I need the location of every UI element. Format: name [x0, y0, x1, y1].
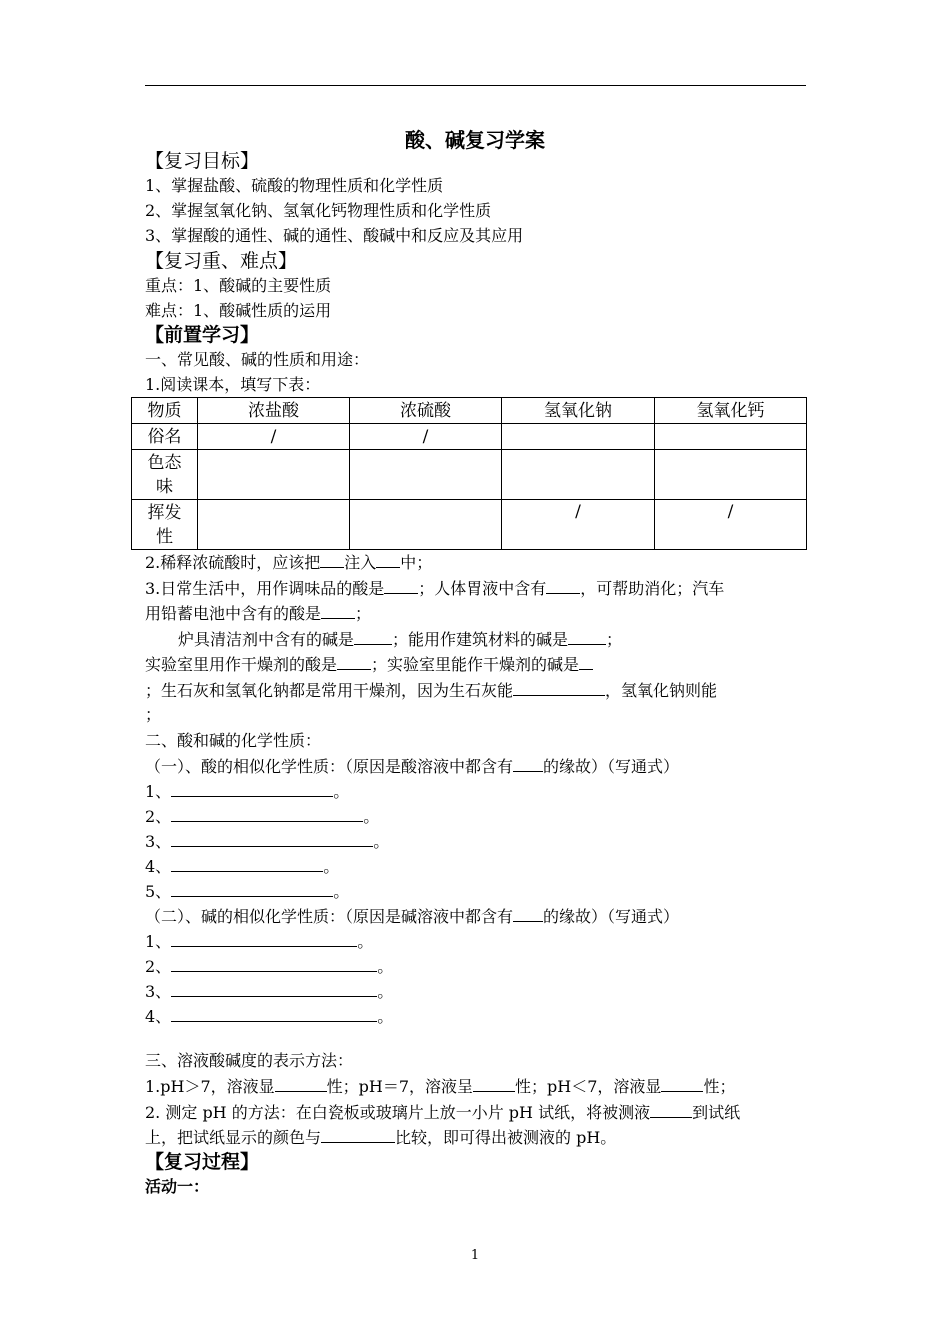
text: 。	[357, 932, 374, 951]
fill-blank[interactable]	[579, 652, 593, 670]
text: ；人体胃液中含有	[418, 579, 547, 598]
text: 。	[377, 1007, 394, 1026]
text: 3、	[145, 982, 172, 1001]
fill-blank[interactable]	[376, 550, 400, 568]
fill-blank[interactable]	[650, 1100, 692, 1118]
question-3-line-2	[145, 601, 810, 626]
text: 的缘故）（写通式）	[543, 757, 680, 776]
ph-values-line	[145, 1074, 810, 1099]
text: 2.稀释浓硫酸时，应该把	[145, 553, 321, 572]
text: 。	[373, 832, 390, 851]
base-item	[145, 1004, 810, 1029]
text: 2、	[145, 957, 172, 976]
header-cell: 物质	[132, 398, 198, 424]
row-label-part: 味	[156, 476, 173, 497]
acid-item	[145, 854, 810, 879]
goal-1: 1、掌握盐酸、硫酸的物理性质和化学性质	[145, 176, 444, 195]
base-item	[145, 954, 810, 979]
fill-blank[interactable]	[171, 779, 333, 797]
table-intro: 1.阅读课本，填写下表：	[145, 375, 321, 394]
fill-blank[interactable]	[513, 904, 543, 922]
text: 性；	[703, 1077, 736, 1096]
text: （二）、碱的相似化学性质：（原因是碱溶液中都含有	[145, 907, 514, 926]
blank-cell	[502, 424, 655, 450]
text: 3、	[145, 832, 172, 851]
acid-item	[145, 779, 810, 804]
question-3-line-3	[145, 627, 843, 652]
text: 2、	[145, 807, 172, 826]
text: 1、	[145, 932, 172, 951]
question-3-line-5	[145, 678, 810, 703]
fill-blank[interactable]	[337, 652, 371, 670]
section-3-heading: 三、溶液酸碱度的表示方法：	[145, 1051, 354, 1070]
header-cell: 氢氧化钠	[502, 398, 655, 424]
text: 用铅蓄电池中含有的酸是	[145, 604, 322, 623]
fill-blank[interactable]	[171, 1004, 377, 1022]
blank-cell	[350, 450, 502, 500]
fill-blank[interactable]	[171, 879, 333, 897]
fill-blank[interactable]	[171, 929, 357, 947]
ph-method-line-1	[145, 1100, 810, 1125]
page-number: 1	[470, 1248, 480, 1263]
slash-mark: /	[350, 424, 502, 450]
goal-heading: 【复习目标】	[145, 150, 260, 172]
slash-mark: /	[655, 500, 807, 550]
fill-blank[interactable]	[513, 754, 543, 772]
section-1-heading: 一、常见酸、碱的性质和用途：	[145, 350, 370, 369]
acid-item	[145, 804, 810, 829]
fill-blank[interactable]	[568, 627, 606, 645]
fill-blank[interactable]	[546, 576, 580, 594]
acid-item	[145, 829, 810, 854]
text: 。	[363, 807, 380, 826]
fill-blank[interactable]	[321, 601, 355, 619]
table-row	[132, 450, 807, 500]
blank-cell	[502, 450, 655, 500]
text: ；	[355, 604, 372, 623]
text: 的缘故）（写通式）	[543, 907, 680, 926]
blank-cell	[655, 450, 807, 500]
text: 4、	[145, 857, 172, 876]
row-label-part: 性	[156, 526, 173, 547]
activity-1-label: 活动一：	[145, 1177, 210, 1196]
fill-blank[interactable]	[384, 576, 418, 594]
fill-blank[interactable]	[320, 550, 344, 568]
question-2	[145, 550, 810, 575]
fill-blank[interactable]	[513, 678, 605, 696]
text: ；	[606, 630, 623, 649]
question-3-line-1	[145, 576, 810, 601]
difficult-point: 难点：1、酸碱性质的运用	[145, 301, 332, 320]
text: ，氢氧化钠则能	[605, 681, 718, 700]
fill-blank[interactable]	[275, 1074, 327, 1092]
text: 4、	[145, 1007, 172, 1026]
fill-blank[interactable]	[321, 1125, 395, 1143]
key-point: 重点：1、酸碱的主要性质	[145, 276, 332, 295]
pre-heading: 【前置学习】	[145, 324, 260, 346]
fill-blank[interactable]	[354, 627, 392, 645]
blank-cell	[198, 500, 350, 550]
fill-blank[interactable]	[473, 1074, 515, 1092]
acid-item	[145, 879, 810, 904]
ph-method-line-2	[145, 1125, 810, 1150]
properties-table	[131, 397, 807, 550]
row-label	[132, 450, 198, 500]
text: 。	[377, 957, 394, 976]
fill-blank[interactable]	[661, 1074, 703, 1092]
text: ；生石灰和氢氧化钠都是常用干燥剂，因为生石灰能	[145, 681, 514, 700]
text: ，可帮助消化；汽车	[580, 579, 725, 598]
text: 到试纸	[692, 1103, 741, 1122]
row-label-part: 色态	[147, 452, 182, 473]
text: 5、	[145, 882, 172, 901]
text: ；能用作建筑材料的碱是	[392, 630, 569, 649]
text: 中；	[400, 553, 433, 572]
row-label: 俗名	[132, 424, 198, 450]
fill-blank[interactable]	[171, 829, 373, 847]
fill-blank[interactable]	[171, 954, 377, 972]
text: 上，把试纸显示的颜色与	[145, 1128, 322, 1147]
text: 炉具清洁剂中含有的碱是	[178, 630, 355, 649]
goal-2: 2、掌握氢氧化钠、氢氧化钙物理性质和化学性质	[145, 201, 492, 220]
fill-blank[interactable]	[171, 804, 363, 822]
document-title: 酸、碱复习学案	[405, 128, 545, 152]
header-cell: 浓盐酸	[198, 398, 350, 424]
text: 。	[333, 782, 350, 801]
table-row	[132, 424, 807, 450]
goal-3: 3、掌握酸的通性、碱的通性、酸碱中和反应及其应用	[145, 226, 524, 245]
text: 。	[377, 982, 394, 1001]
text: （一）、酸的相似化学性质：（原因是酸溶液中都含有	[145, 757, 514, 776]
blank-cell	[198, 450, 350, 500]
text: 1.pH＞7，溶液显	[145, 1077, 275, 1096]
key-heading: 【复习重、难点】	[145, 250, 298, 272]
slash-mark: /	[502, 500, 655, 550]
header-cell: 氢氧化钙	[655, 398, 807, 424]
text: 注入	[344, 553, 377, 572]
question-3-line-4	[145, 652, 810, 677]
text: 3.日常生活中，用作调味品的酸是	[145, 579, 385, 598]
row-label-part: 挥发	[147, 502, 182, 523]
process-heading: 【复习过程】	[145, 1151, 260, 1173]
text: 。	[323, 857, 340, 876]
header-cell: 浓硫酸	[350, 398, 502, 424]
slash-mark: /	[198, 424, 350, 450]
text: 1、	[145, 782, 172, 801]
base-item	[145, 929, 810, 954]
header-rule	[145, 85, 806, 86]
text: 2. 测定 pH 的方法：在白瓷板或玻璃片上放一小片 pH 试纸，将被测液	[145, 1103, 651, 1122]
table-header-row	[132, 398, 807, 424]
fill-blank[interactable]	[171, 854, 323, 872]
row-label	[132, 500, 198, 550]
base-item	[145, 979, 810, 1004]
text: 性；pH＝7，溶液呈	[326, 1077, 474, 1096]
section-2-heading: 二、酸和碱的化学性质：	[145, 731, 322, 750]
acid-properties-intro	[145, 754, 810, 779]
text: 实验室里用作干燥剂的酸是	[145, 655, 338, 674]
question-3-line-6: ；	[145, 705, 162, 724]
table-row	[132, 500, 807, 550]
text: ；实验室里能作干燥剂的碱是	[371, 655, 580, 674]
text: 比较，即可得出被测液的 pH。	[395, 1128, 617, 1147]
fill-blank[interactable]	[171, 979, 377, 997]
text: 性；pH＜7，溶液显	[515, 1077, 662, 1096]
base-properties-intro	[145, 904, 810, 929]
blank-cell	[655, 424, 807, 450]
text: 。	[333, 882, 350, 901]
blank-cell	[350, 500, 502, 550]
